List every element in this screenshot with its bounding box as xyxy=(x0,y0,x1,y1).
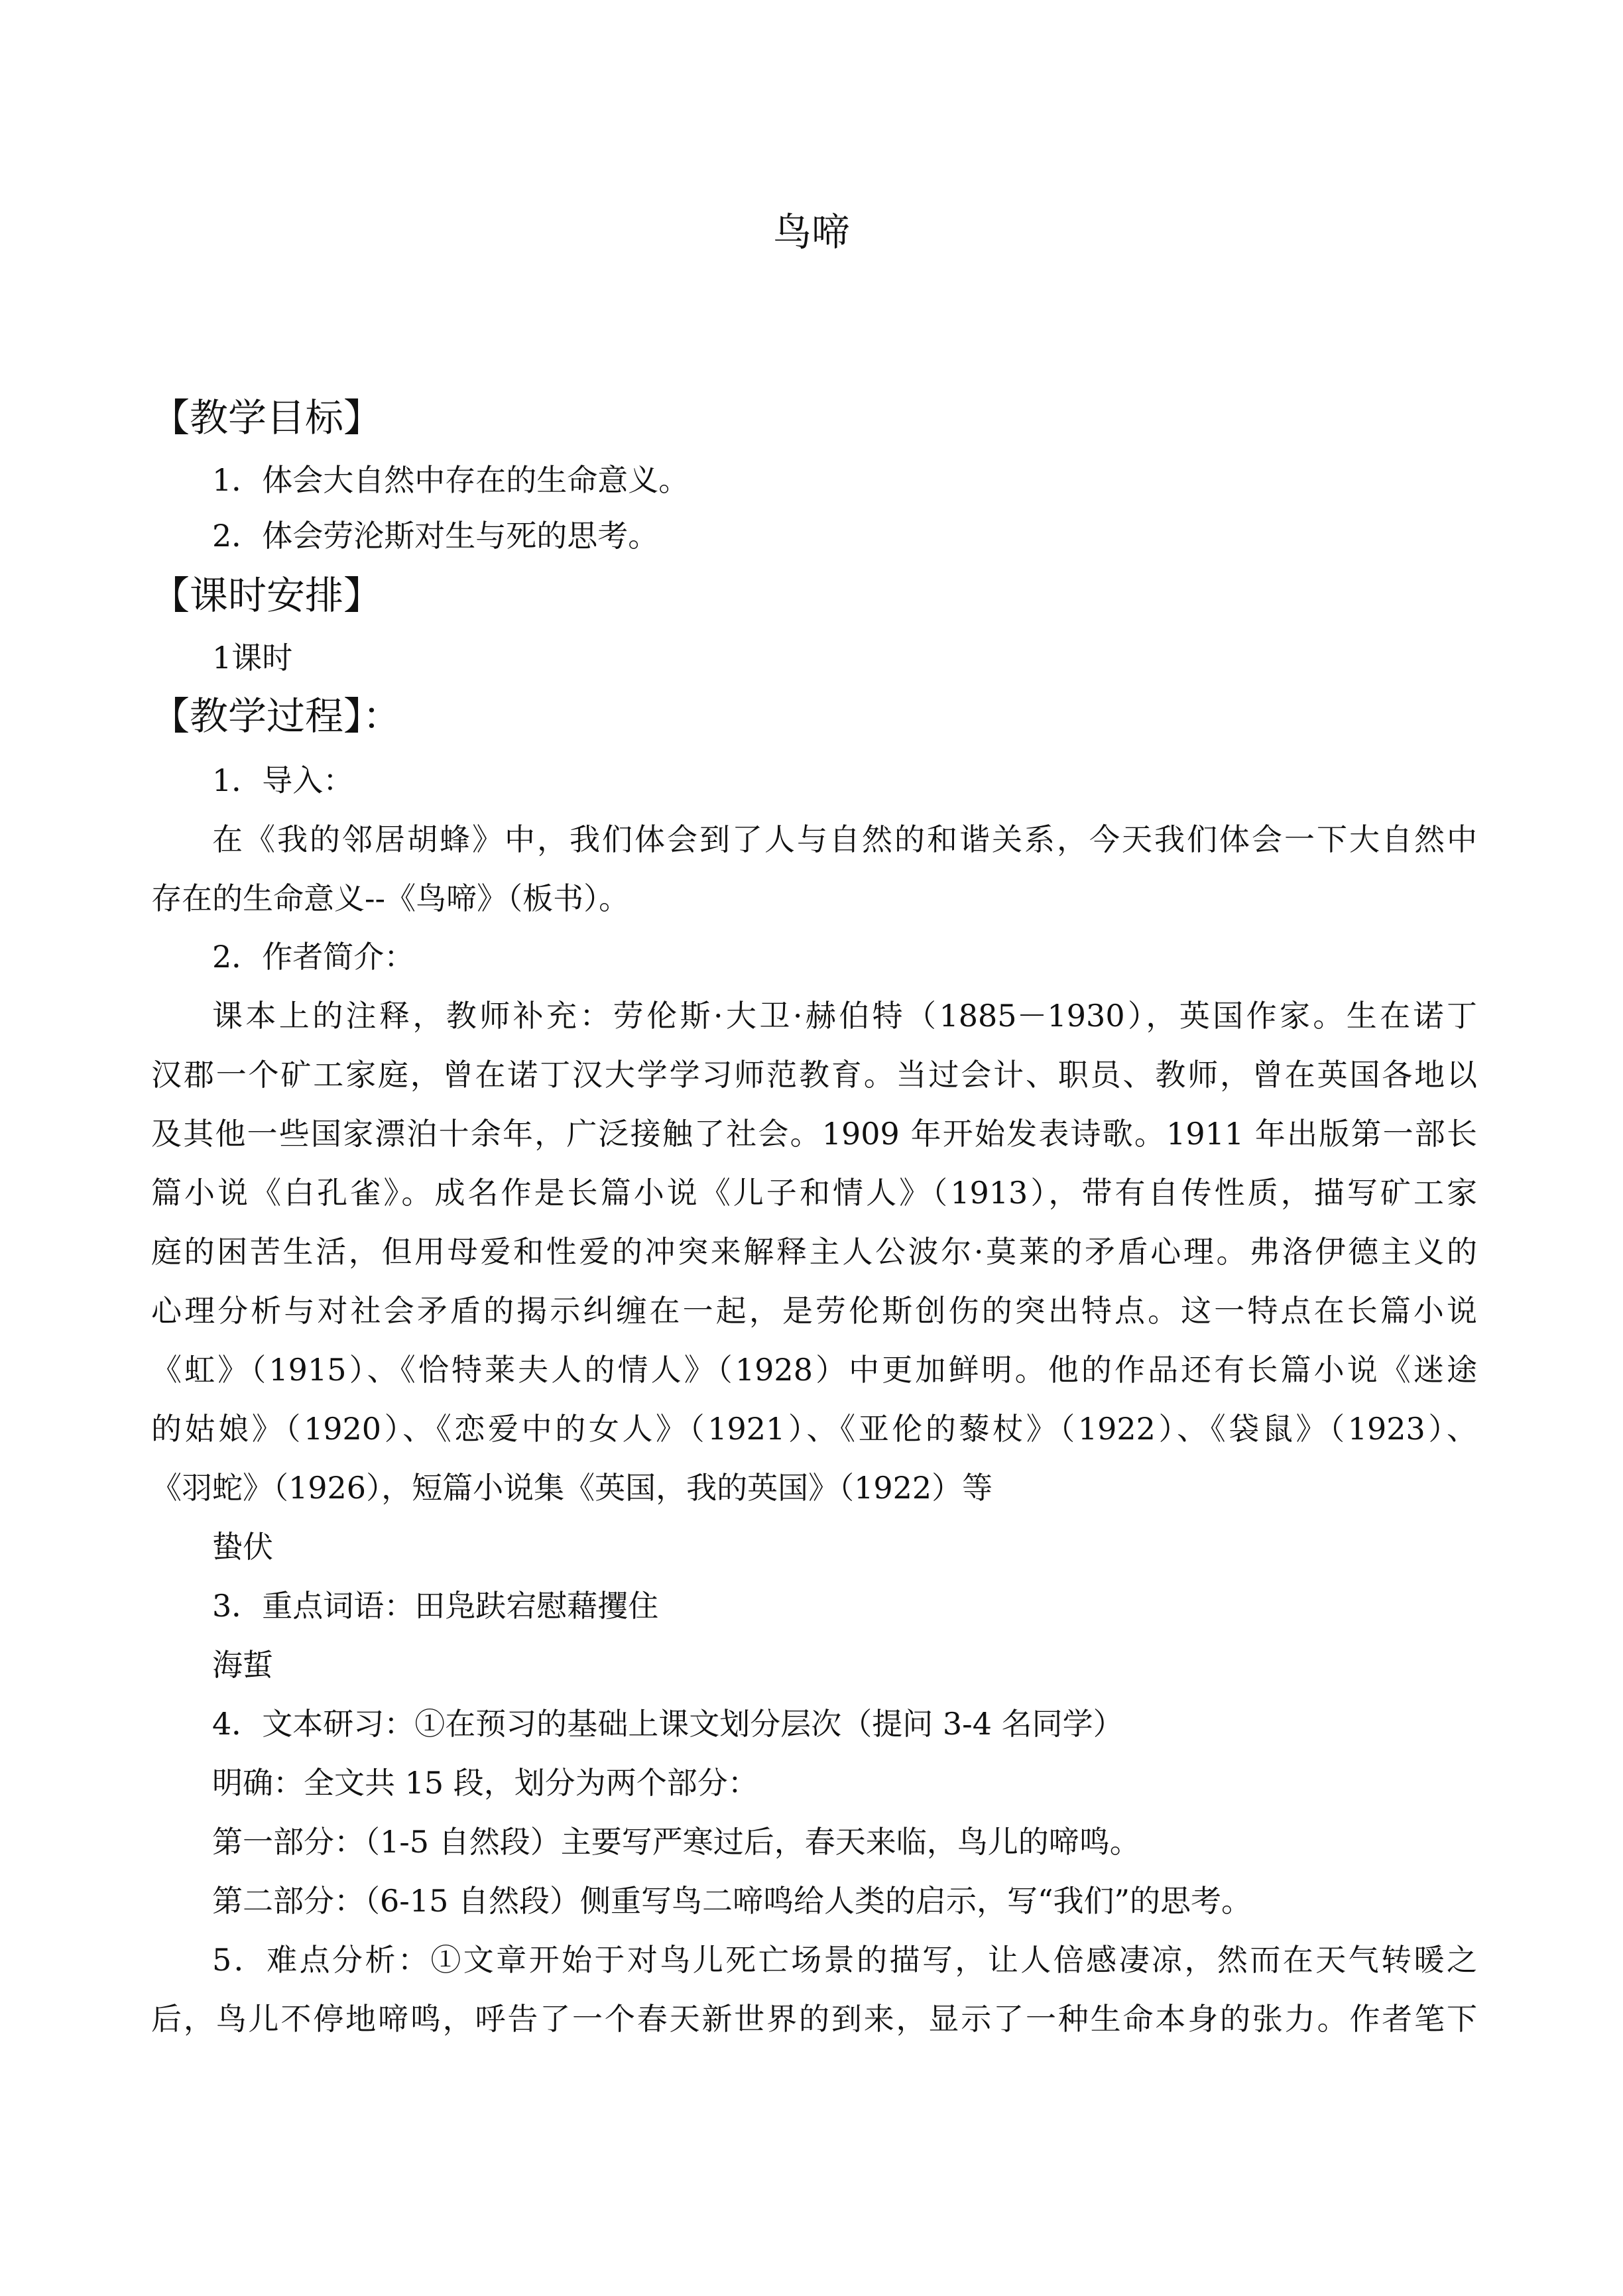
objective-item-1: 1．体会大自然中存在的生命意义。 xyxy=(212,462,690,498)
author-paragraph-line: 庭的困苦生活，但用母爱和性爱的冲突来解释主人公波尔·莫莱的矛盾心理。弗洛伊德主义的 xyxy=(151,1234,1477,1270)
author-label: 2．作者简介： xyxy=(212,939,415,975)
section-heading-process: 【教学过程】： xyxy=(151,694,402,739)
author-paragraph-line: 篇小说《白孔雀》。成名作是长篇小说《儿子和情人》（1913），带有自传性质，描写矿工家 xyxy=(151,1175,1477,1211)
word-zhifu: 蛰伏 xyxy=(212,1529,273,1565)
difficulty-paragraph-line: 后，鸟儿不停地啼鸣，呼告了一个春天新世界的到来，显示了一种生命本身的张力。作者笔下 xyxy=(151,2001,1477,2037)
intro-label: 1．导入： xyxy=(212,762,354,798)
intro-paragraph-line: 存在的生命意义--《鸟啼》（板书）。 xyxy=(151,880,630,916)
schedule-text: 1课时 xyxy=(212,640,293,676)
author-paragraph-line: 课本上的注释，教师补充：劳伦斯·大卫·赫伯特（1885－1930），英国作家。生在诺丁 xyxy=(212,998,1477,1034)
author-paragraph-line: 《羽蛇》（1926），短篇小说集《英国，我的英国》（1922）等 xyxy=(151,1470,993,1506)
part-one-line: 第一部分：（1-5 自然段）主要写严寒过后，春天来临，鸟儿的啼鸣。 xyxy=(212,1824,1140,1860)
section-heading-schedule: 【课时安排】 xyxy=(151,573,383,618)
author-paragraph-line: 汉郡一个矿工家庭，曾在诺丁汉大学学习师范教育。当过会计、职员、教师，曾在英国各地以 xyxy=(151,1057,1477,1093)
author-paragraph-line: 的姑娘》（1920）、《恋爱中的女人》（1921）、《亚伦的藜杖》（1922）、《袋鼠》（1923）、 xyxy=(151,1411,1477,1447)
objective-item-2: 2．体会劳沦斯对生与死的思考。 xyxy=(212,518,659,554)
difficulty-paragraph-line: 5．难点分析：①文章开始于对鸟儿死亡场景的描写，让人倍感凄凉，然而在天气转暖之 xyxy=(212,1942,1477,1978)
author-paragraph-line: 《虹》（1915）、《恰特莱夫人的情人》（1928）中更加鲜明。他的作品还有长篇小说《迷途 xyxy=(151,1352,1477,1388)
clarify-line: 明确：全文共 15 段，划分为两个部分： xyxy=(212,1765,758,1801)
text-study-line: 4．文本研习：①在预习的基础上课文划分层次（提问 3-4 名同学） xyxy=(212,1706,1124,1742)
part-two-line: 第二部分：（6-15 自然段）侧重写鸟二啼鸣给人类的启示，写“我们”的思考。 xyxy=(212,1883,1252,1919)
word-haishi: 海蜇 xyxy=(212,1647,273,1683)
document-title: 鸟啼 xyxy=(772,210,850,255)
author-paragraph-line: 及其他一些国家漂泊十余年，广泛接触了社会。1909 年开始发表诗歌。1911 年出版第一部长 xyxy=(151,1116,1477,1152)
section-heading-objectives: 【教学目标】 xyxy=(151,395,383,440)
author-paragraph-line: 心理分析与对社会矛盾的揭示纠缠在一起，是劳伦斯创伤的突出特点。这一特点在长篇小说 xyxy=(151,1293,1477,1329)
vocab-line: 3．重点词语：田凫趺宕慰藉攫住 xyxy=(212,1588,659,1624)
intro-paragraph-line: 在《我的邻居胡蜂》中，我们体会到了人与自然的和谐关系，今天我们体会一下大自然中 xyxy=(212,821,1477,857)
